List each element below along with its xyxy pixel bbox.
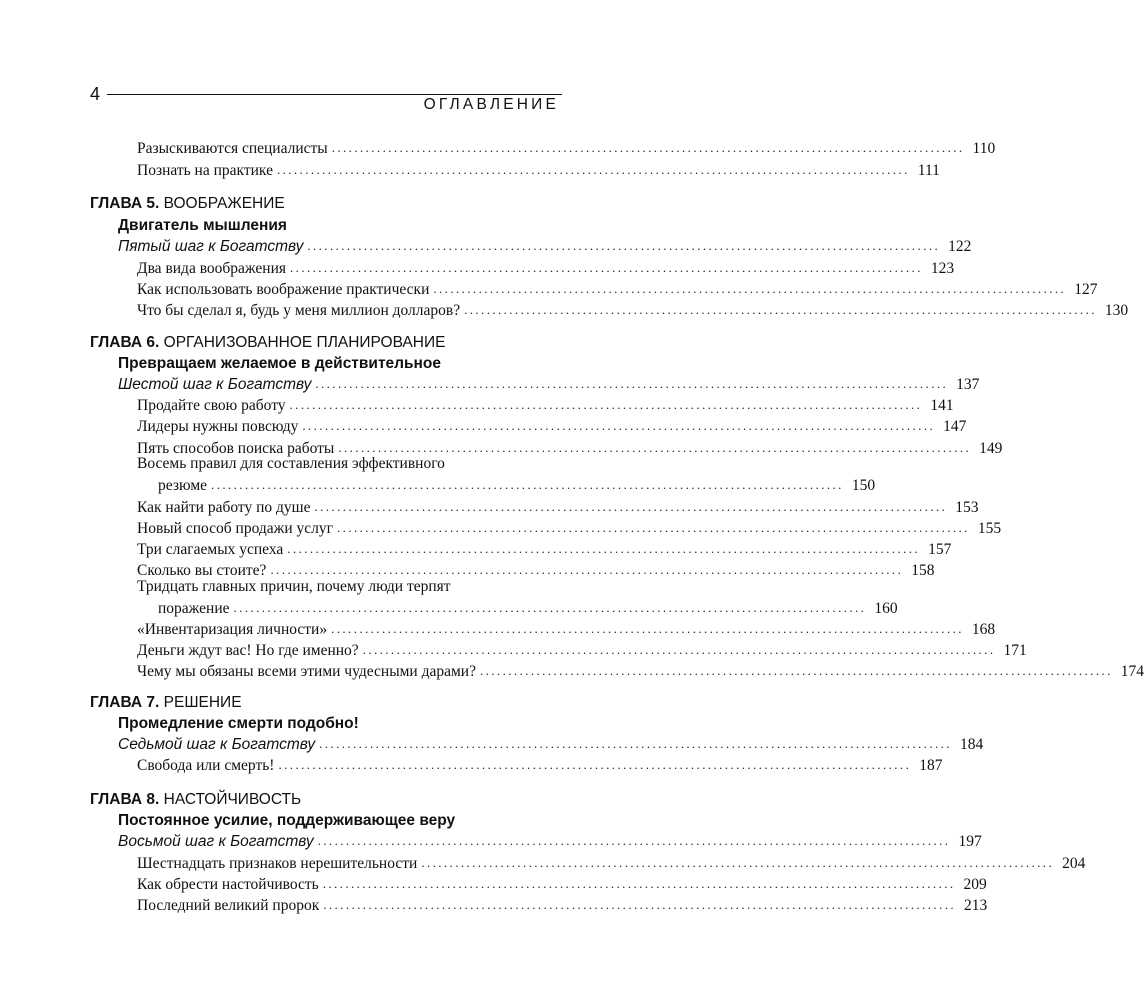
dot-leader: ................................................................................................................ [433, 281, 1067, 296]
toc-step-entry [118, 372, 980, 394]
toc-entry-title: «Инвентаризация личности» [137, 621, 328, 638]
toc-entry-page: 168 [971, 621, 996, 638]
toc-entry [137, 617, 996, 639]
chapter-name: РЕШЕНИЕ [163, 694, 242, 711]
dot-leader: ................................................................................................................ [287, 541, 921, 556]
dot-leader: ................................................................................................................ [276, 162, 910, 177]
dot-leader: ................................................................................................................ [315, 376, 949, 391]
dot-leader: ................................................................................................................ [211, 477, 844, 492]
toc-entry [137, 495, 979, 517]
dot-leader: ................................................................................................................ [270, 562, 904, 577]
toc-entry-title: Пятый шаг к Богатству [118, 238, 304, 255]
dot-leader: ................................................................................................................ [464, 302, 1097, 317]
chapter-name: НАСТОЙЧИВОСТЬ [163, 791, 302, 808]
dot-leader: ................................................................................................................ [331, 621, 964, 636]
toc-entry [137, 256, 955, 278]
toc-entry-page: 141 [930, 397, 954, 414]
chapter-name: ОРГАНИЗОВАННОЕ ПЛАНИРОВАНИЕ [163, 334, 446, 351]
toc-entry [137, 136, 996, 158]
dot-leader: ................................................................................................................ [290, 260, 923, 275]
toc-step-entry [118, 234, 972, 256]
toc-entry [158, 596, 898, 618]
toc-entry-page: 204 [1062, 855, 1086, 872]
dot-leader: ................................................................................................................ [331, 140, 965, 155]
toc-entry-page: 171 [1003, 642, 1027, 659]
toc-entry-page: 110 [972, 140, 996, 157]
chapter-subtitle: Промедление смерти подобно! [118, 715, 359, 732]
toc-entry-page: 155 [977, 520, 1002, 537]
running-title: ОГЛАВЛЕНИЕ [423, 96, 559, 113]
toc-entry-title: Восьмой шаг к Богатству [118, 833, 314, 850]
toc-entry [137, 537, 952, 559]
toc-entry-title: Лидеры нужны повсюду [137, 418, 299, 435]
toc-entry-page: 153 [955, 499, 979, 516]
toc-entry-page: 209 [963, 876, 987, 893]
toc-entry [137, 893, 988, 915]
toc-entry-title: Последний великий пророк [137, 897, 320, 914]
toc-entry-title: Новый способ продажи услуг [137, 520, 334, 537]
toc-entry-title: Что бы сделал я, будь у меня миллион долларов? [137, 302, 461, 319]
toc-entry-page: 149 [979, 440, 1003, 457]
toc-entry [137, 659, 1144, 681]
toc-entry-page: 150 [851, 477, 876, 494]
dot-leader: ................................................................................................................ [307, 238, 941, 253]
toc-entry-title: Шестнадцать признаков нерешительности [137, 855, 418, 872]
page-number: 4 [90, 84, 101, 104]
toc-entry-title: Пять способов поиска работы [137, 440, 335, 457]
dot-leader: ................................................................................................................ [338, 440, 972, 455]
dot-leader: ................................................................................................................ [302, 418, 936, 433]
toc-entry-title: резюме [158, 477, 208, 494]
toc-entry-page: 122 [948, 238, 972, 255]
toc-entry-page: 157 [928, 541, 952, 558]
dot-leader: ................................................................................................................ [322, 876, 956, 891]
toc-entry-title-line: Восемь правил для составления эффективного [137, 455, 445, 472]
toc-entry-page: 184 [959, 736, 984, 753]
dot-leader: ................................................................................................................ [233, 600, 867, 615]
dot-leader: ................................................................................................................ [323, 897, 957, 912]
chapter-subtitle: Постоянное усилие, поддерживающее веру [118, 812, 456, 829]
toc-step-entry [118, 829, 982, 851]
toc-entry [137, 851, 1086, 873]
toc-entry-page: 197 [958, 833, 982, 850]
toc-entry-page: 174 [1120, 663, 1144, 680]
dot-leader: ................................................................................................................ [278, 757, 912, 772]
toc-entry [137, 414, 967, 436]
toc-entry-title: Познать на практике [137, 162, 273, 179]
toc-entry-page: 111 [917, 162, 940, 179]
toc-entry-page: 158 [911, 562, 935, 579]
dot-leader: ................................................................................................................ [289, 397, 923, 412]
dot-leader: ................................................................................................................ [421, 855, 1055, 870]
toc-entry-title: Как использовать воображение практически [137, 281, 430, 298]
chapter-heading [90, 791, 566, 813]
chapter-label: ГЛАВА 7. [90, 694, 160, 711]
toc-entry-title-line: Тридцать главных причин, почему люди терпят [137, 578, 451, 595]
toc-entry-title: Как обрести настойчивость [137, 876, 319, 893]
toc-entry-title: Шестой шаг к Богатству [118, 376, 312, 393]
toc-entry [137, 393, 954, 415]
toc-step-entry [118, 732, 984, 754]
dot-leader: ................................................................................................................ [362, 642, 996, 657]
toc-entry-title: Продайте свою работу [137, 397, 286, 414]
toc-entry [137, 872, 987, 894]
toc-entry-page: 130 [1104, 302, 1129, 319]
toc-entry [137, 298, 1129, 320]
dot-leader: ................................................................................................................ [337, 520, 970, 535]
toc-entry-title: поражение [158, 600, 230, 617]
toc-entry-page: 160 [874, 600, 898, 617]
toc-entry-title: Как найти работу по душе [137, 499, 311, 516]
chapter-heading [90, 334, 566, 356]
chapter-label: ГЛАВА 5. [90, 195, 160, 212]
toc-entry-page: 213 [964, 897, 988, 914]
chapter-label: ГЛАВА 8. [90, 791, 160, 808]
chapter-label: ГЛАВА 6. [90, 334, 160, 351]
toc-entry-title: Чему мы обязаны всеми этими чудесными дарами? [137, 663, 476, 680]
toc-entry [158, 473, 876, 495]
toc-entry-page: 187 [919, 757, 943, 774]
chapter-subtitle: Превращаем желаемое в действительное [118, 355, 441, 372]
toc-entry-page: 147 [943, 418, 967, 435]
dot-leader: ................................................................................................................ [479, 663, 1113, 678]
toc-entry-title: Разыскиваются специалисты [137, 140, 328, 157]
chapter-name: ВООБРАЖЕНИЕ [163, 195, 285, 212]
toc-entry-title: Деньги ждут вас! Но где именно? [137, 642, 359, 659]
dot-leader: ................................................................................................................ [319, 736, 952, 751]
toc-entry-page: 137 [956, 376, 980, 393]
toc-entry-title: Свобода или смерть! [137, 757, 275, 774]
toc-entry [137, 516, 1002, 538]
toc-entry-page: 123 [930, 260, 955, 277]
toc-entry [137, 638, 1027, 660]
toc-entry-title: Седьмой шаг к Богатству [118, 736, 316, 753]
chapter-heading [90, 694, 566, 716]
toc-entry [137, 753, 943, 775]
toc-entry [137, 277, 1098, 299]
chapter-subtitle: Двигатель мышления [118, 217, 287, 234]
toc-entry [137, 158, 940, 180]
dot-leader: ................................................................................................................ [317, 833, 951, 848]
toc-entry [137, 558, 935, 580]
toc-entry-page: 127 [1074, 281, 1098, 298]
chapter-heading [90, 195, 566, 217]
toc-entry-title: Два вида воображения [137, 260, 287, 277]
toc-entry-title: Сколько вы стоите? [137, 562, 267, 579]
toc-entry-title: Три слагаемых успеха [137, 541, 284, 558]
dot-leader: ................................................................................................................ [314, 499, 948, 514]
